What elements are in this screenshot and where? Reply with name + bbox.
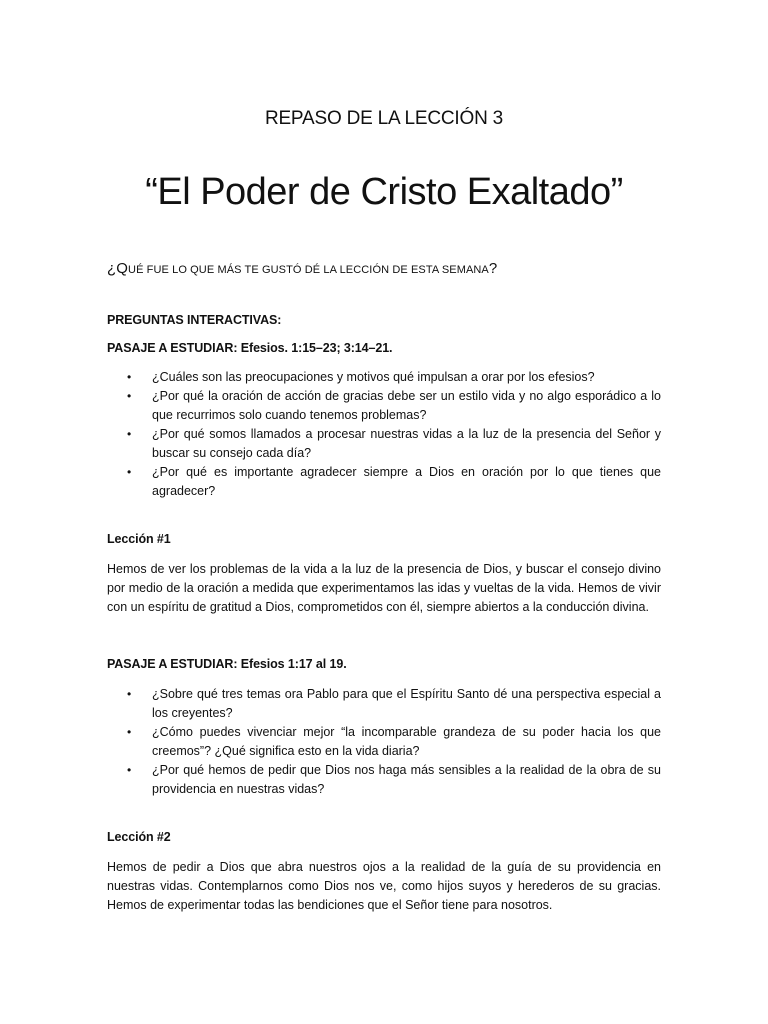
list-item xyxy=(107,761,661,799)
bullet-list-2 xyxy=(107,685,661,799)
interactive-questions-label: PREGUNTAS INTERACTIVAS: xyxy=(107,313,282,327)
bullet-icon: • xyxy=(127,465,132,479)
main-title: “El Poder de Cristo Exaltado” xyxy=(145,171,623,213)
list-item xyxy=(107,387,661,425)
list-item-text: ¿Por qué la oración de acción de gracias debe ser un estilo vida y no algo esporádico a lo que recurrimos solo cuando tenemos problemas? xyxy=(152,389,661,422)
lesson-1-text: Hemos de ver los problemas de la vida a la luz de la presencia de Dios, y buscar el consejo divino por medio de la oración a medida que experimentamos las idas y vueltas de la vida. Hemos de vivir con un espíritu de gratitud a Dios, comprometidos con él, siempre abiertos a la conducción divina. xyxy=(107,562,661,614)
bullet-icon: • xyxy=(127,427,132,441)
list-item-text: ¿Sobre qué tres temas ora Pablo para que el Espíritu Santo dé una perspectiva especial a los creyentes? xyxy=(152,687,661,720)
list-item xyxy=(107,463,661,501)
list-item-text: ¿Por qué hemos de pedir que Dios nos haga más sensibles a la realidad de la obra de su providencia en nuestras vidas? xyxy=(152,763,661,796)
question-text: UÉ FUE LO QUE MÁS TE GUSTÓ DÉ LA LECCIÓN DE ESTA SEMANA xyxy=(128,264,489,276)
question-close: ? xyxy=(488,260,498,277)
bullet-icon: • xyxy=(127,687,132,701)
list-item-text: ¿Por qué somos llamados a procesar nuestras vidas a la luz de la presencia del Señor y buscar su consejo cada día? xyxy=(152,427,661,460)
bullet-icon: • xyxy=(127,763,132,777)
list-item xyxy=(107,723,661,761)
question-open: ¿Q xyxy=(107,260,129,277)
list-item-text: ¿Cómo puedes vivenciar mejor “la incomparable grandeza de su poder hacia los que creemos”? ¿Qué significa esto en la vida diaria? xyxy=(152,725,661,758)
list-item xyxy=(107,368,661,387)
passage-label-1: PASAJE A ESTUDIAR: Efesios. 1:15–23; 3:14–21. xyxy=(107,341,393,355)
lesson-1-label: Lección #1 xyxy=(107,532,171,546)
review-title: REPASO DE LA LECCIÓN 3 xyxy=(264,108,504,129)
favorite-question xyxy=(107,260,497,277)
bullet-icon: • xyxy=(127,389,132,403)
list-item-text: ¿Cuáles son las preocupaciones y motivos qué impulsan a orar por los efesios? xyxy=(152,370,595,384)
bullet-icon: • xyxy=(127,725,132,739)
list-item-text: ¿Por qué es importante agradecer siempre a Dios en oración por lo que tienes que agradecer? xyxy=(152,465,661,498)
lesson-2-text: Hemos de pedir a Dios que abra nuestros ojos a la realidad de la guía de su providencia en nuestras vidas. Contemplarnos como Dios nos ve, como hijos suyos y herederos de su gracias. Hemos de experimentar todas las bendiciones que el Señor tiene para nosotros. xyxy=(107,860,661,912)
passage-label-2: PASAJE A ESTUDIAR: Efesios 1:17 al 19. xyxy=(107,657,347,671)
bullet-icon: • xyxy=(127,370,132,384)
bullet-list-1 xyxy=(107,368,661,501)
list-item xyxy=(107,685,661,723)
list-item xyxy=(107,425,661,463)
lesson-2-label: Lección #2 xyxy=(107,830,171,844)
